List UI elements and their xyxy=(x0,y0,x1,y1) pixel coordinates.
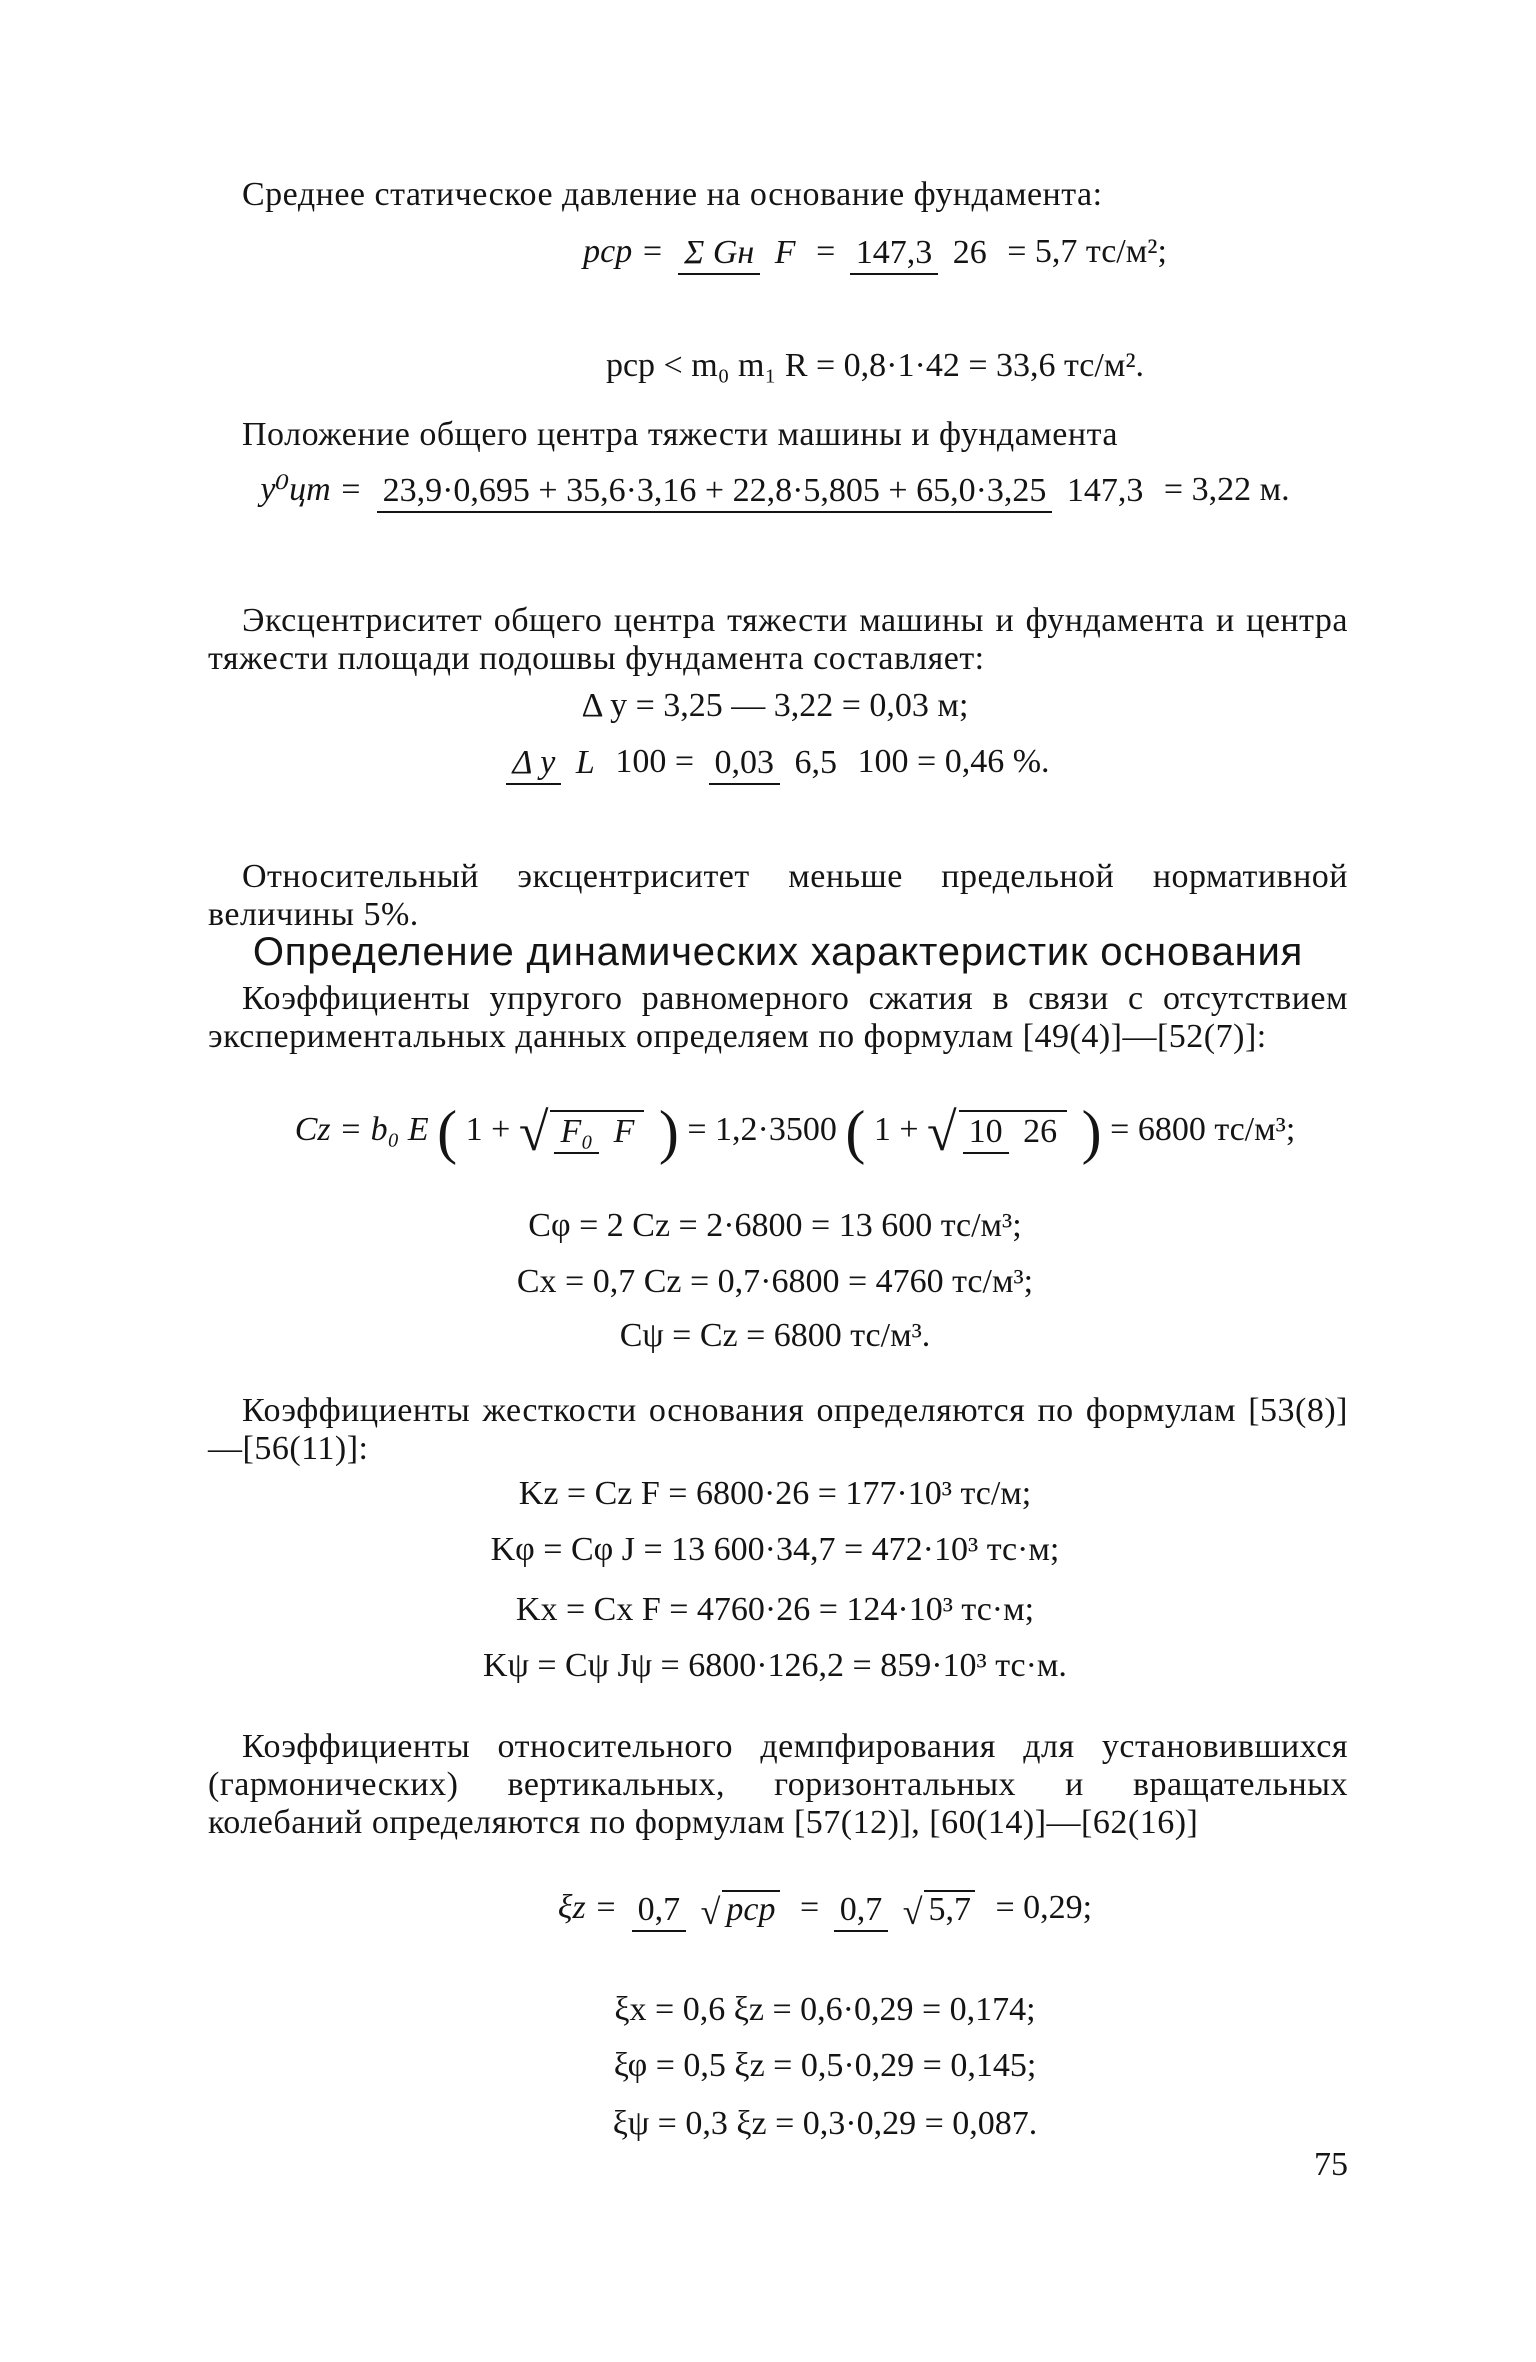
eq1-f1-numerator: Σ Gн xyxy=(678,235,760,275)
equation-center-of-gravity xyxy=(150,470,1400,513)
eq1-fraction-2 xyxy=(850,233,993,275)
eq5-fraction-1 xyxy=(506,743,600,785)
equation-k-psi: Kψ = Cψ Jψ = 6800·126,2 = 859·10³ тс·м. xyxy=(483,1647,1067,1684)
eq6-middle: = 1,2·3500 xyxy=(687,1111,837,1148)
equation-kx: Kx = Cx F = 4760·26 = 124·10³ тс·м; xyxy=(515,1591,1035,1628)
equation-xi-phi: ξφ = 0,5 ξz = 0,5·0,29 = 0,145; xyxy=(613,2047,1037,2084)
eq6-radical-1: √ xyxy=(518,1102,549,1163)
eq6-fb-numerator: 10 xyxy=(963,1114,1009,1154)
eq6-fb-denominator: 26 xyxy=(1023,1113,1058,1151)
section-heading: Определение динамических характеристик основания xyxy=(252,930,1304,974)
eq1-lhs: pср = xyxy=(583,233,664,270)
equation-xi-psi: ξψ = 0,3 ξz = 0,3·0,29 = 0,087. xyxy=(612,2105,1038,2142)
equation-c-psi: Cψ = Cz = 6800 тс/м³. xyxy=(619,1317,931,1354)
eq14-fraction-1 xyxy=(632,1888,786,1932)
equation-xi-x: ξx = 0,6 ξz = 0,6·0,29 = 0,174; xyxy=(614,1991,1036,2028)
eq3-numerator: 23,9·0,695 + 35,6·3,16 + 22,8·5,805 + 65,0·3,25 xyxy=(377,473,1053,513)
eq1-result: = 5,7 тс/м²; xyxy=(1007,233,1167,270)
equation-delta-y: Δ y = 3,25 — 3,22 = 0,03 м; xyxy=(581,687,969,724)
eq14-result: = 0,29; xyxy=(995,1889,1093,1926)
eq3-denominator: 147,3 xyxy=(1066,472,1144,510)
eq5-f2-numerator: 0,03 xyxy=(709,745,781,785)
equation-mean-pressure xyxy=(250,232,1500,275)
equation-pressure-check: pср < m₀ m₁ R = 0,8·1·42 = 33,6 тс/м². xyxy=(605,347,1145,384)
eq14-f1-numerator: 0,7 xyxy=(632,1892,687,1932)
eq14-radical-2: √ xyxy=(902,1892,923,1933)
paragraph-eccentricity-conclusion: Относительный эксцентриситет меньше предельной нормативной величины 5%. xyxy=(208,858,1348,933)
eq14-f1-radicand: pср xyxy=(722,1890,779,1928)
eq6-fraction-a xyxy=(550,1110,644,1154)
eq6-fa-denominator: F xyxy=(613,1113,635,1151)
eq6-one-b: 1 + xyxy=(873,1111,919,1148)
paragraph-mean-pressure: Среднее статическое давление на основание фундамента: xyxy=(242,176,1103,213)
eq5-fraction-2 xyxy=(709,743,844,785)
eq14-radical-1: √ xyxy=(700,1892,721,1933)
eq5-f1-denominator: L xyxy=(575,744,595,782)
paragraph-stiffness-coefficients: Коэффициенты жесткости основания определяются по формулам [53(8)]—[56(11)]: xyxy=(208,1392,1348,1467)
eq6-close-paren-2: ) xyxy=(1081,1099,1102,1166)
eq3-result: = 3,22 м. xyxy=(1163,471,1290,508)
eq6-fa-numerator: F₀ xyxy=(554,1114,599,1154)
equation-k-phi: Kφ = Cφ J = 13 600·34,7 = 472·10³ тс·м; xyxy=(490,1531,1060,1568)
eq6-radical-2: √ xyxy=(927,1102,957,1163)
eq6-fraction-b xyxy=(959,1110,1068,1154)
page-number: 75 xyxy=(1314,2146,1348,2183)
paragraph-center-of-gravity: Положение общего центра тяжести машины и фундамента xyxy=(242,416,1118,453)
eq14-fraction-2 xyxy=(834,1888,981,1932)
paragraph-damping-coefficients: Коэффициенты относительного демпфирования для установившихся (гармонических) вертикальных, горизонтальных и вращательных колебаний определяются по формулам [57(12)], [60(14)]—[62(16)] xyxy=(208,1728,1348,1841)
equation-c-phi: Cφ = 2 Cz = 2·6800 = 13 600 тс/м³; xyxy=(528,1207,1022,1244)
eq6-lhs: Cz = b₀ E xyxy=(294,1111,429,1148)
eq6-result: = 6800 тс/м³; xyxy=(1110,1111,1296,1148)
equation-kz: Kz = Cz F = 6800·26 = 177·10³ тс/м; xyxy=(518,1475,1032,1512)
eq1-f1-denominator: F xyxy=(774,234,796,272)
eq3-fraction xyxy=(377,471,1150,513)
equation-cx: Cx = 0,7 Cz = 0,7·6800 = 4760 тс/м³; xyxy=(516,1263,1034,1300)
eq14-equals: = xyxy=(800,1889,820,1926)
eq5-f2-denominator: 6,5 xyxy=(794,744,838,782)
eq6-open-paren-2: ( xyxy=(845,1099,866,1166)
eq6-close-paren-1: ) xyxy=(658,1099,679,1166)
eq14-f2-numerator: 0,7 xyxy=(834,1892,889,1932)
paragraph-eccentricity: Эксцентриситет общего центра тяжести машины и фундамента и центра тяжести площади подошвы фундамента составляет: xyxy=(208,602,1348,677)
equation-xi-z xyxy=(200,1888,1450,1932)
paragraph-compression-coefficients: Коэффициенты упругого равномерного сжатия в связи с отсутствием экспериментальных данных определяем по формулам [49(4)]—[52(7)]: xyxy=(208,980,1348,1055)
eq14-lhs: ξz = xyxy=(557,1889,618,1926)
eq1-f2-numerator: 147,3 xyxy=(850,235,939,275)
eq5-f1-numerator: Δ y xyxy=(506,745,561,785)
eq14-f1-denominator xyxy=(695,1888,786,1933)
equation-relative-eccentricity xyxy=(150,742,1400,785)
eq1-equals: = xyxy=(816,233,836,270)
eq14-f2-radicand: 5,7 xyxy=(924,1890,975,1928)
eq5-middle: 100 = xyxy=(615,743,695,780)
eq6-open-paren-1: ( xyxy=(437,1099,458,1166)
eq6-one-a: 1 + xyxy=(465,1111,511,1148)
eq14-f2-denominator xyxy=(897,1888,981,1933)
eq1-fraction-1 xyxy=(678,233,801,275)
equation-cz xyxy=(170,1099,1420,1166)
eq1-f2-denominator: 26 xyxy=(952,234,987,272)
eq5-result: 100 = 0,46 %. xyxy=(857,743,1050,780)
eq3-lhs: y⁰цт = xyxy=(260,471,363,508)
